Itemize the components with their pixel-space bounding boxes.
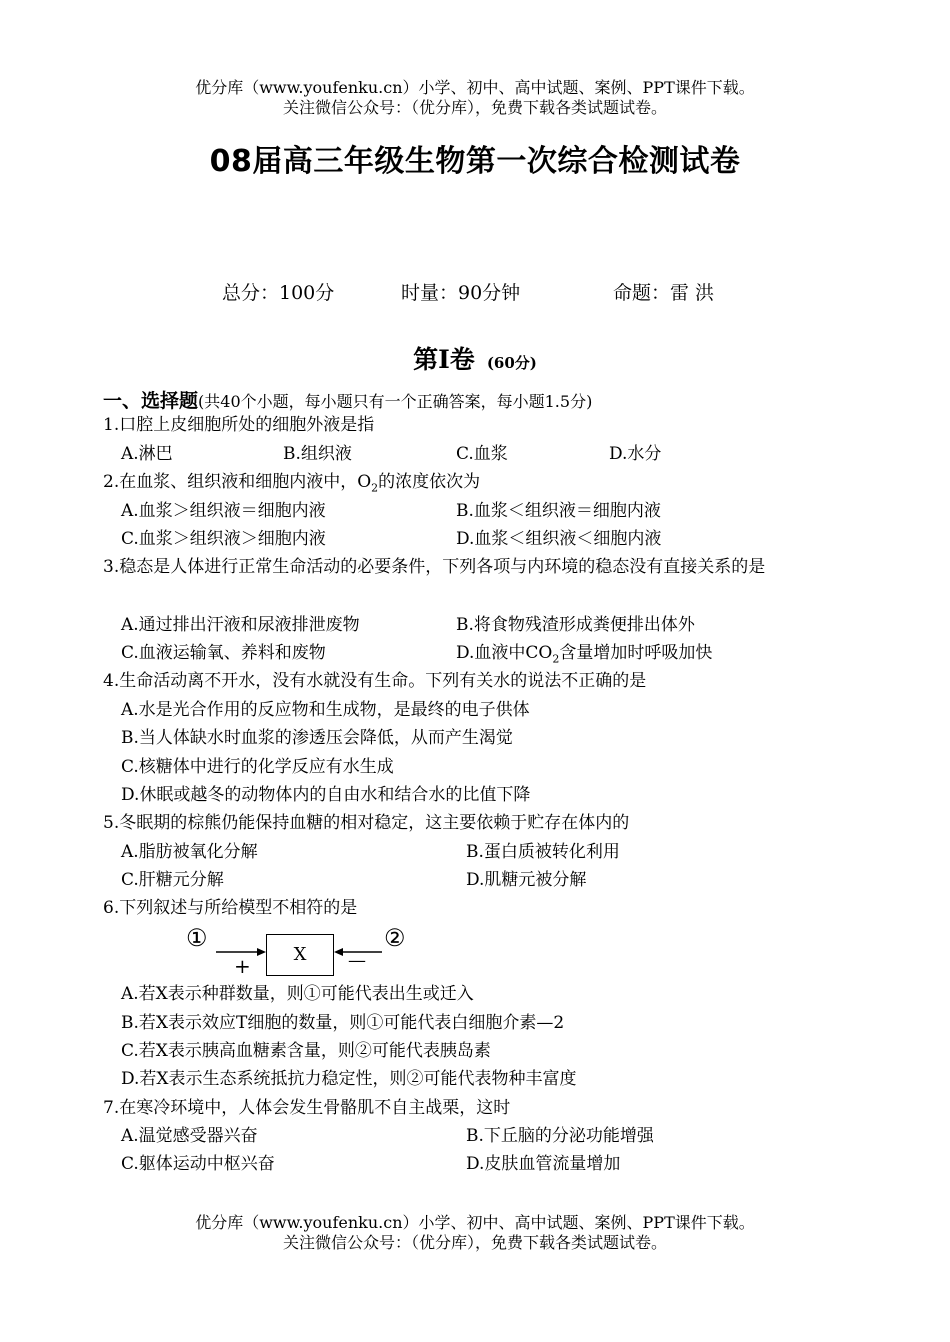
part-heading xyxy=(103,386,592,413)
left-arrowhead xyxy=(257,948,266,956)
q3-option-c: C.血液运输氧、养料和废物 xyxy=(121,643,326,663)
q2-option-b: B.血浆＜组织液＝细胞内液 xyxy=(456,501,661,521)
q4-option-d: D.休眠或越冬的动物体内的自由水和结合水的比值下降 xyxy=(121,785,531,805)
page-title: 08届高三年级生物第一次综合检测试卷 xyxy=(209,144,741,179)
q3-option-b: B.将食物残渣形成粪便排出体外 xyxy=(456,615,695,635)
q5-option-b: B.蛋白质被转化利用 xyxy=(466,842,620,862)
question-2-stem: 2.在血浆、组织液和细胞内液中，$O_2$的浓度依次为 xyxy=(103,472,481,495)
model-diagram xyxy=(186,924,426,984)
right-arrowhead xyxy=(334,948,343,956)
q1-option-a: A.淋巴 xyxy=(121,444,173,464)
question-7-stem: 7.在寒冷环境中，人体会发生骨骼肌不自主战栗，这时 xyxy=(103,1098,511,1118)
x-box: X xyxy=(266,934,334,976)
question-4-stem: 4.生命活动离不开水，没有水就没有生命。下列有关水的说法不正确的是 xyxy=(103,671,647,691)
minus-sign: — xyxy=(348,950,366,971)
total-score: 总分：100分 xyxy=(222,282,335,304)
q7-option-a: A.温觉感受器兴奋 xyxy=(121,1126,258,1146)
q5-option-a: A.脂肪被氧化分解 xyxy=(121,842,258,862)
question-6-stem: 6.下列叙述与所给模型不相符的是 xyxy=(103,898,358,918)
q1-option-c: C.血浆 xyxy=(456,444,508,464)
q3-option-a: A.通过排出汗液和尿液排泄废物 xyxy=(121,615,360,635)
q7-option-c: C.躯体运动中枢兴奋 xyxy=(121,1154,275,1174)
q1-option-d: D.水分 xyxy=(609,444,662,464)
q1-option-b: B.组织液 xyxy=(283,444,352,464)
q7-option-d: D.皮肤血管流量增加 xyxy=(466,1154,621,1174)
footer-line-1: 优分库（www.youfenku.cn）小学、初中、高中试题、案例、PPT课件下载。 xyxy=(195,1213,755,1232)
footer-line-2: 关注微信公众号：（优分库），免费下载各类试题试卷。 xyxy=(282,1233,667,1252)
section-heading xyxy=(0,340,950,376)
section-label: 第Ⅰ卷 xyxy=(413,345,475,374)
mark-2: ② xyxy=(384,924,406,952)
q6-option-a: A.若X表示种群数量，则①可能代表出生或迁入 xyxy=(121,984,474,1004)
q6-option-c: C.若X表示胰高血糖素含量，则②可能代表胰岛素 xyxy=(121,1041,491,1061)
part-label: 一、选择题 xyxy=(103,390,199,412)
q6-option-b: B.若X表示效应T细胞的数量，则①可能代表白细胞介素—2 xyxy=(121,1013,565,1033)
part-note: (共40个小题，每小题只有一个正确答案，每小题1.5分) xyxy=(198,392,593,411)
q2-option-d: D.血浆＜组织液＜细胞内液 xyxy=(456,529,662,549)
q7-option-b: B.下丘脑的分泌功能增强 xyxy=(466,1126,654,1146)
plus-sign: + xyxy=(234,954,251,978)
q3-option-d: D.血液中$CO_2$含量增加时呼吸加快 xyxy=(456,643,713,666)
q4-option-c: C.核糖体中进行的化学反应有水生成 xyxy=(121,757,394,777)
header-line-1: 优分库（www.youfenku.cn）小学、初中、高中试题、案例、PPT课件下载。 xyxy=(195,78,755,97)
q2-option-c: C.血浆＞组织液＞细胞内液 xyxy=(121,529,326,549)
question-3-stem: 3.稳态是人体进行正常生命活动的必要条件，下列各项与内环境的稳态没有直接关系的是 xyxy=(103,557,766,577)
q2-option-a: A.血浆＞组织液＝细胞内液 xyxy=(121,501,326,521)
q5-option-d: D.肌糖元被分解 xyxy=(466,870,587,890)
time-limit: 时量：90分钟 xyxy=(401,282,521,304)
mark-1: ① xyxy=(186,924,208,952)
section-score: (60分) xyxy=(486,354,537,372)
q4-option-a: A.水是光合作用的反应物和生成物，是最终的电子供体 xyxy=(121,700,530,720)
q5-option-c: C.肝糖元分解 xyxy=(121,870,224,890)
question-5-stem: 5.冬眠期的棕熊仍能保持血糖的相对稳定，这主要依赖于贮存在体内的 xyxy=(103,813,630,833)
q4-option-b: B.当人体缺水时血浆的渗透压会降低，从而产生渴觉 xyxy=(121,728,513,748)
q6-option-d: D.若X表示生态系统抵抗力稳定性，则②可能代表物种丰富度 xyxy=(121,1069,577,1089)
question-1-stem: 1.口腔上皮细胞所处的细胞外液是指 xyxy=(103,415,375,435)
author: 命题：雷 洪 xyxy=(613,282,715,304)
header-line-2: 关注微信公众号：（优分库），免费下载各类试题试卷。 xyxy=(282,98,667,117)
